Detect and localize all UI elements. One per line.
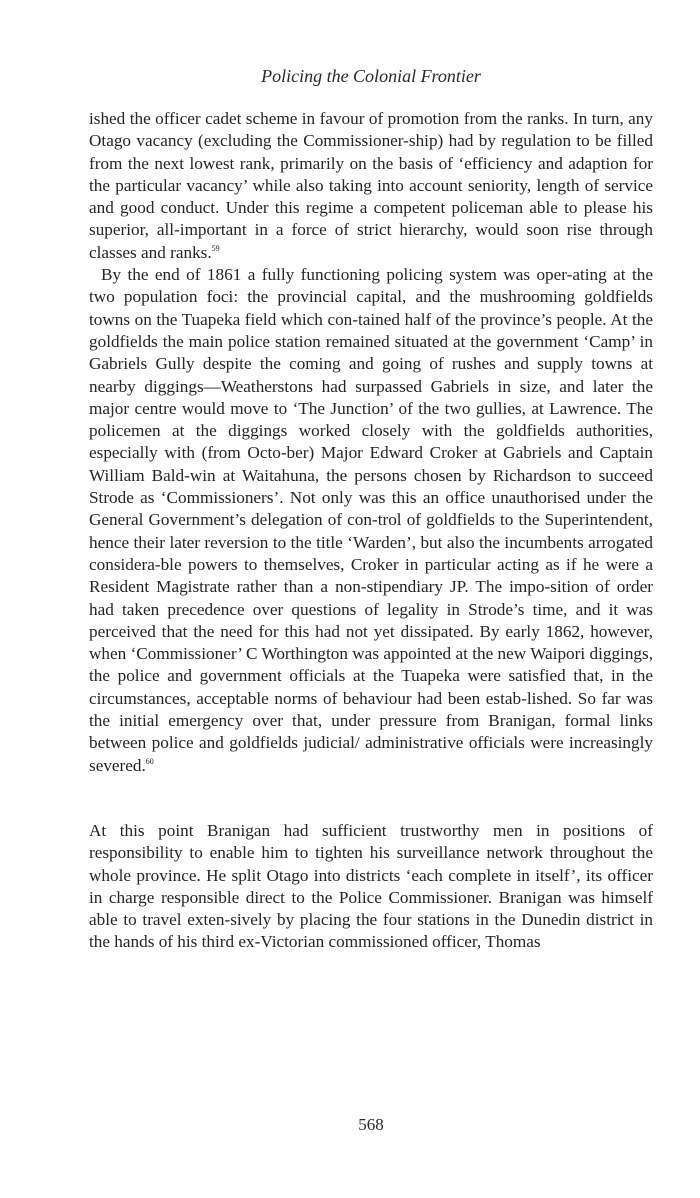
body-text <box>89 108 653 954</box>
paragraph-text: ished the officer cadet scheme in favour of promotion from the ranks. In turn, any Otago vacancy (excluding the Commissioner-ship) had by regulation to be filled from the next lowest rank, primarily on the basis of ‘efficiency and adaption for the particular vacancy’ while also taking into account seniority, length of service and good conduct. Under this regime a competent policeman able to please his superior, all-important in a force of strict hierarchy, would soon rise through classes and ranks. <box>89 109 653 262</box>
page-number: 568 <box>358 1115 384 1134</box>
footnote-marker: 59 <box>211 243 220 253</box>
paragraph-text: At this point Branigan had sufficient trustworthy men in positions of responsibility to enable him to tighten his surveillance network throughout the whole province. He split Otago into districts ‘each complete in itself’, its officer in charge responsible direct to the Police Commissioner. Branigan was himself able to travel exten-sively by placing the four stations in the Dunedin district in the hands of his third ex-Victorian commissioned officer, Thomas <box>89 820 653 952</box>
paragraph-continued <box>89 108 653 264</box>
paragraph-section-start <box>89 820 653 954</box>
footnote-marker: 60 <box>145 756 154 766</box>
paragraph-text: By the end of 1861 a fully functioning policing system was oper-ating at the two population foci: the provincial capital, and the mushrooming goldfields towns on the Tuapeka field which con-tained half of the province’s people. At the goldfields the main police station remained situated at the government ‘Camp’ in Gabriels Gully despite the coming and going of rushes and supply towns at nearby diggings—Weatherstons had surpassed Gabriels in size, and later the major centre would move to ‘The Junction’ of the two gullies, at Lawrence. The policemen at the diggings worked closely with the goldfields authorities, especially with (from Octo-ber) Major Edward Croker at Gabriels and Captain William Bald-win at Waitahuna, the persons chosen by Richardson to succeed Strode as ‘Commissioners’. Not only was this an office unauthorised under the General Government’s delegation of con-trol of goldfields to the Superintendent, hence their later reversion to the title ‘Warden’, but also the incumbents arrogated considera-ble powers to themselves, Croker in particular acting as if he were a Resident Magistrate rather than a non-stipendiary JP. The impo-sition of order had taken precedence over questions of legality in Strode’s time, and it was perceived that the need for this had not yet dissipated. By early 1862, however, when ‘Commissioner’ C Worthington was appointed at the new Waipori diggings, the police and government officials at the Tuapeka were satisfied that, in the circumstances, acceptable norms of behaviour had been estab-lished. So far was the initial emergency over that, under pressure from Branigan, formal links between police and goldfields judicial/ administrative officials were increasingly severed. <box>89 265 653 775</box>
paragraph <box>89 264 653 777</box>
running-head: Policing the Colonial Frontier <box>261 66 481 86</box>
